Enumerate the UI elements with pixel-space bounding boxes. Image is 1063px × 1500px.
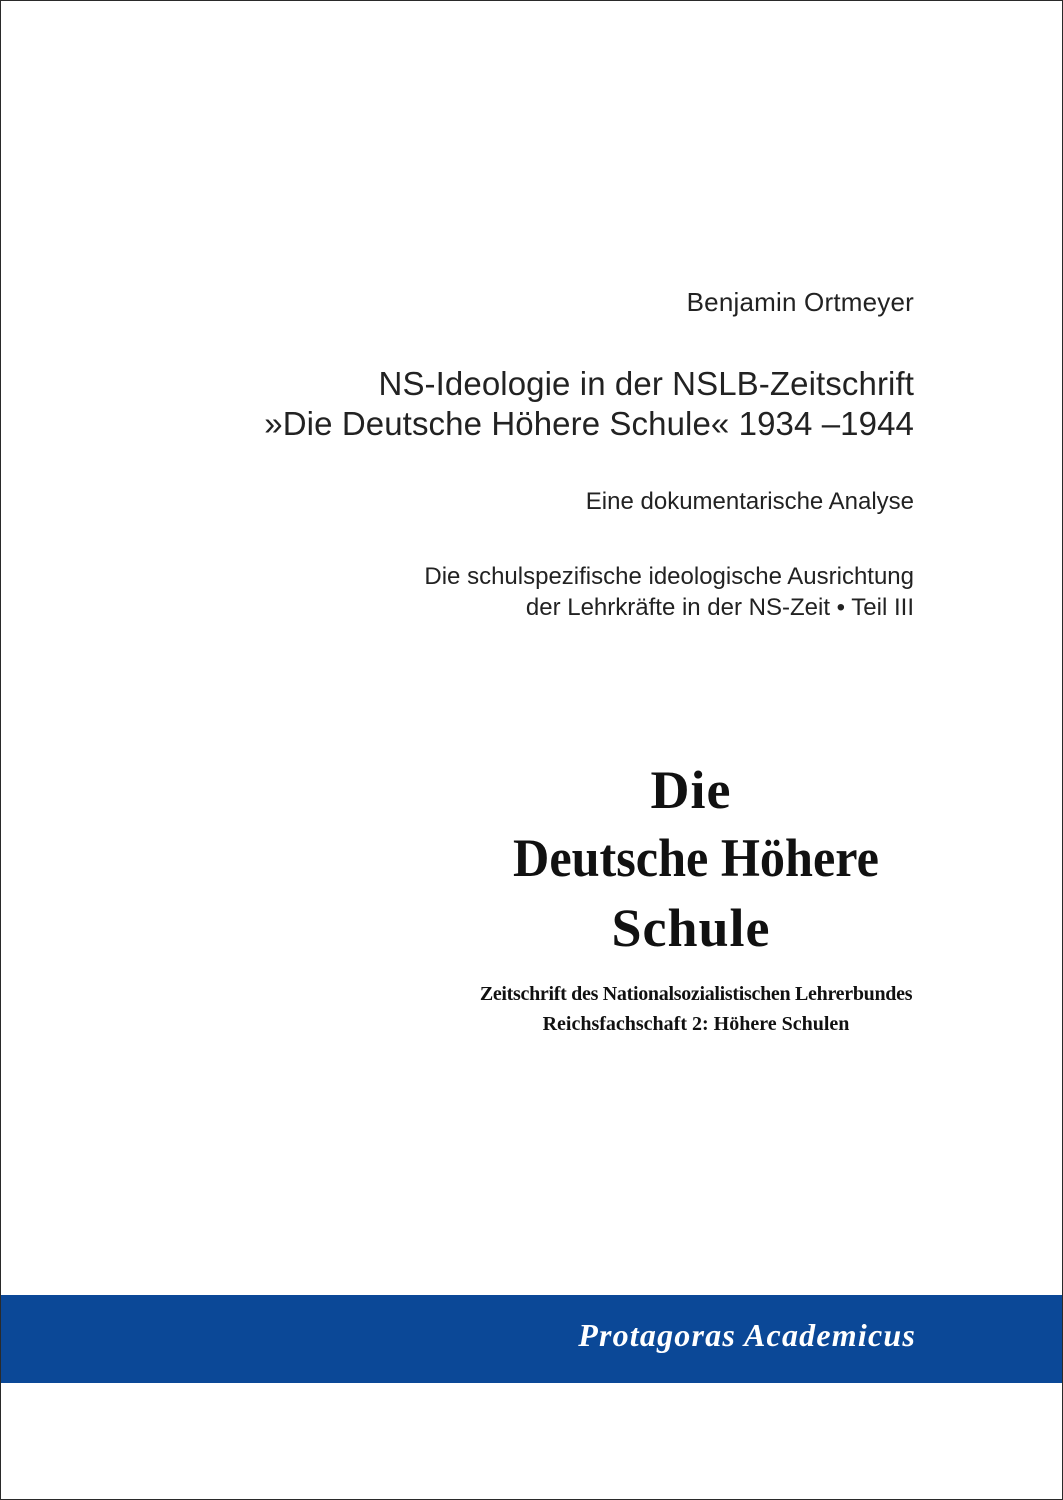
series-line-2: der Lehrkräfte in der NS-Zeit • Teil III	[525, 594, 914, 621]
masthead-subtitle	[461, 979, 931, 1039]
publisher-band	[1, 1295, 1063, 1383]
author-name: Benjamin Ortmeyer	[686, 287, 914, 317]
series-description	[424, 561, 914, 623]
masthead-line-2: Deutsche Höhere	[513, 828, 879, 888]
publisher-name: Protagoras Academicus	[578, 1317, 916, 1353]
book-subtitle: Eine dokumentarische Analyse	[585, 488, 914, 515]
masthead-line-1: Die	[650, 760, 732, 820]
title-line-1: NS-Ideologie in der NSLB-Zeitschrift	[378, 365, 914, 402]
masthead-line-3: Schule	[611, 898, 771, 958]
title-line-2: »Die Deutsche Höhere Schule« 1934 –1944	[264, 405, 914, 442]
masthead-sub-line-1: Zeitschrift des Nationalsozialistischen Lehrerbundes	[479, 983, 913, 1005]
series-line-1: Die schulspezifische ideologische Ausrichtung	[424, 563, 914, 590]
book-title	[264, 364, 914, 444]
masthead-sub-line-2: Reichsfachschaft 2: Höhere Schulen	[542, 1013, 850, 1035]
